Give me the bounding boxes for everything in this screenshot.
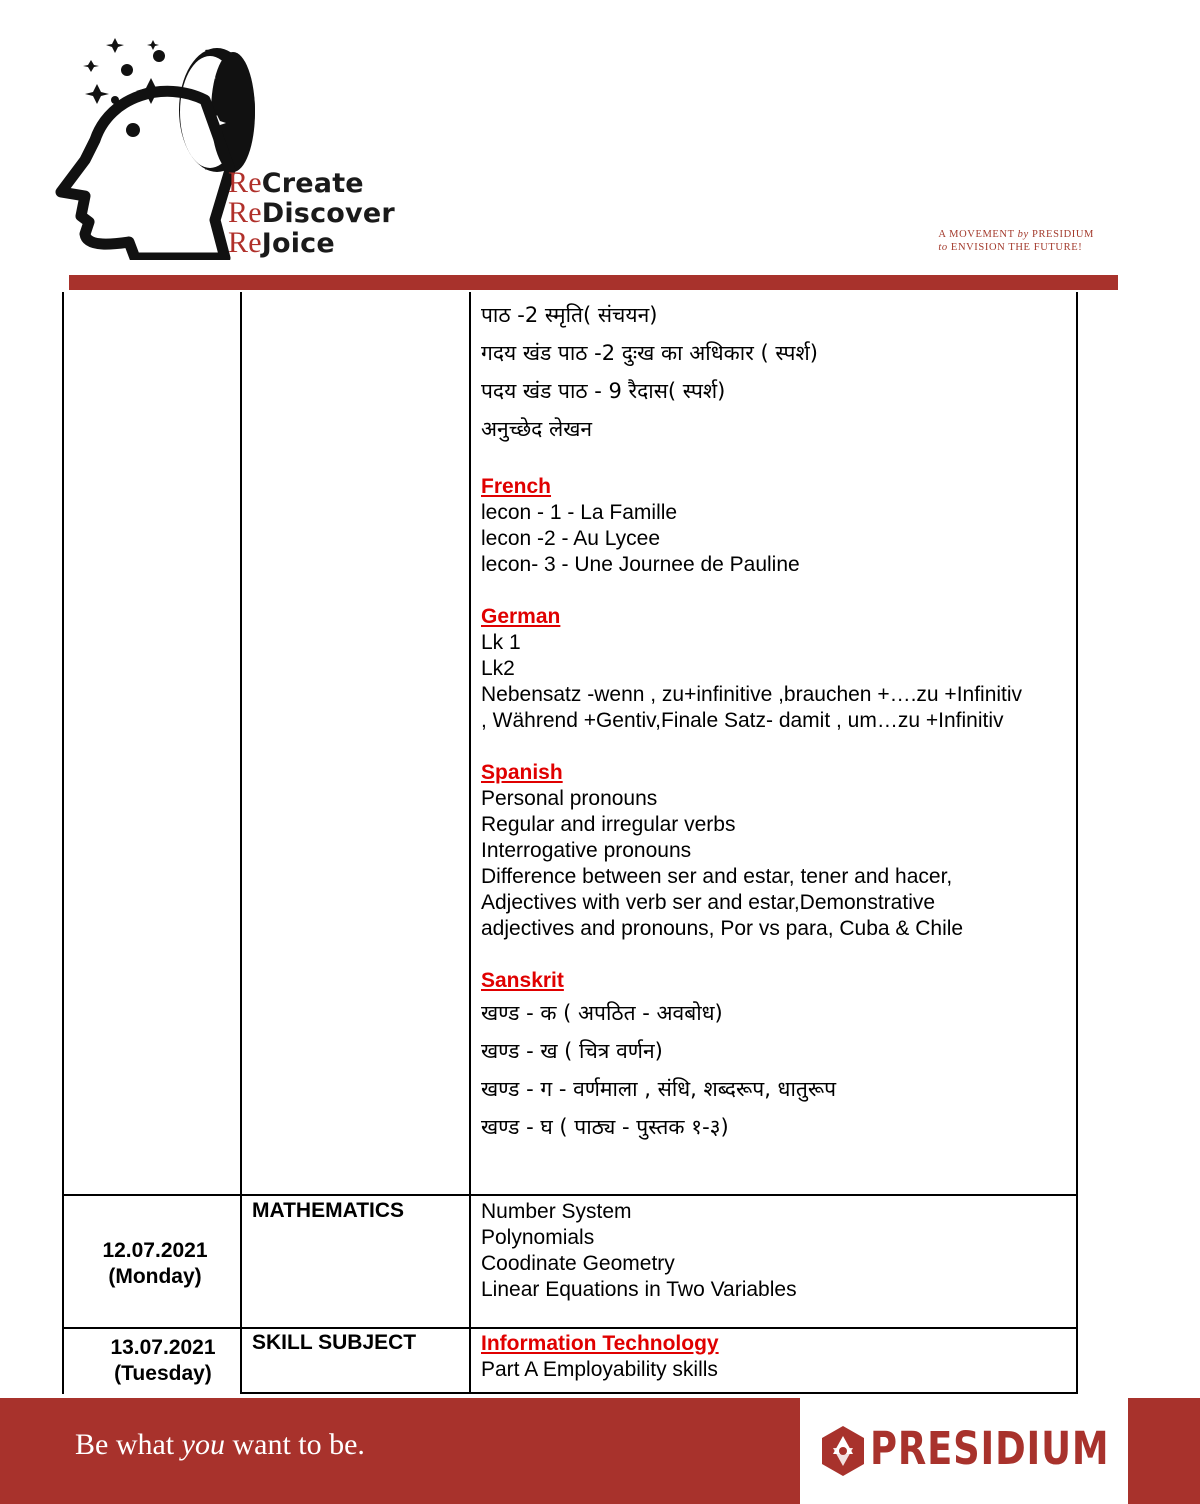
day-text: (Monday) — [108, 1265, 202, 1288]
schedule-table — [62, 292, 1078, 1394]
list-item: Difference between ser and estar, tener and hacer, — [481, 865, 953, 888]
topics — [481, 1199, 1071, 1303]
table-border-right — [1076, 292, 1078, 1394]
brand-panel — [800, 1398, 1128, 1504]
sanskrit-line: खण्ड - क ( अपठित - अवबोध) — [481, 1001, 723, 1025]
hindi-line: अनुच्छेद लेखन — [481, 417, 593, 441]
sanskrit-line: खण्ड - ग - वर्णमाला , संधि, शब्दरूप, धातुरूप — [481, 1077, 837, 1101]
brand-name: PRESIDIUM — [870, 1422, 1110, 1475]
list-item: Interrogative pronouns — [481, 839, 692, 862]
topics — [481, 1331, 1071, 1383]
subject-name: SKILL SUBJECT — [252, 1331, 417, 1354]
tagline-rejoice: ReJoice — [228, 226, 335, 259]
exam-date — [98, 1335, 228, 1387]
header-bar — [69, 275, 1118, 290]
tagline — [228, 168, 395, 258]
list-item: Polynomials — [481, 1226, 595, 1249]
list-item: Number System — [481, 1200, 632, 1223]
footer-slogan: Be what you want to be. — [75, 1428, 365, 1461]
list-item: lecon- 3 - Une Journee de Pauline — [481, 553, 800, 576]
list-item: Lk 1 — [481, 631, 521, 654]
list-item: lecon - 1 - La Famille — [481, 501, 678, 524]
list-item: Coodinate Geometry — [481, 1252, 675, 1275]
spanish-heading: Spanish — [481, 761, 563, 784]
table-border-bottom — [240, 1392, 1078, 1394]
list-item: Linear Equations in Two Variables — [481, 1278, 797, 1301]
it-heading: Information Technology — [481, 1332, 719, 1355]
exam-date — [92, 1238, 218, 1290]
list-item: lecon -2 - Au Lycee — [481, 527, 660, 550]
row-separator — [62, 1194, 1078, 1196]
date-text: 13.07.2021 — [110, 1336, 216, 1359]
list-item: , Während +Gentiv,Finale Satz- damit , um…zu +Infinitiv — [481, 709, 1004, 732]
list-item: adjectives and pronouns, Por vs para, Cuba & Chile — [481, 917, 964, 940]
star-icon — [106, 38, 124, 53]
syllabus-continuation — [481, 296, 1071, 1146]
date-text: 12.07.2021 — [102, 1239, 208, 1262]
table-border-left — [62, 292, 64, 1394]
movement-text: A MOVEMENT by PRESIDIUM to ENVISION THE FUTURE! — [938, 229, 1094, 253]
list-item: Lk2 — [481, 657, 515, 680]
row-separator — [62, 1327, 1078, 1329]
list-item: Adjectives with verb ser and estar,Demonstrative — [481, 891, 936, 914]
hindi-line: पदय खंड पाठ - 9 रैदास( स्पर्श) — [481, 379, 726, 403]
list-item: Regular and irregular verbs — [481, 813, 736, 836]
hindi-line: पाठ -2 स्मृति( संचयन) — [481, 303, 658, 327]
footer-bar — [0, 1398, 1200, 1504]
list-item: Part A Employability skills — [481, 1358, 718, 1381]
tagline-rediscover: ReDiscover — [228, 196, 395, 229]
list-item: Nebensatz -wenn , zu+infinitive ,brauchen +….zu +Infinitiv — [481, 683, 1023, 706]
hindi-line: गदय खंड पाठ -2 दुःख का अधिकार ( स्पर्श) — [481, 341, 818, 365]
tagline-recreate: ReCreate — [228, 166, 364, 199]
sanskrit-line: खण्ड - घ ( पाठ्य - पुस्तक १-३) — [481, 1115, 729, 1139]
table-divider-1 — [240, 292, 242, 1394]
list-item: Personal pronouns — [481, 787, 658, 810]
german-heading: German — [481, 605, 561, 628]
sanskrit-heading: Sanskrit — [481, 969, 564, 992]
subject-name: MATHEMATICS — [252, 1199, 405, 1222]
french-heading: French — [481, 475, 552, 498]
day-text: (Tuesday) — [114, 1362, 212, 1385]
table-divider-2 — [469, 292, 471, 1394]
sanskrit-line: खण्ड - ख ( चित्र वर्णन) — [481, 1039, 663, 1063]
presidium-emblem-icon — [816, 1424, 870, 1478]
